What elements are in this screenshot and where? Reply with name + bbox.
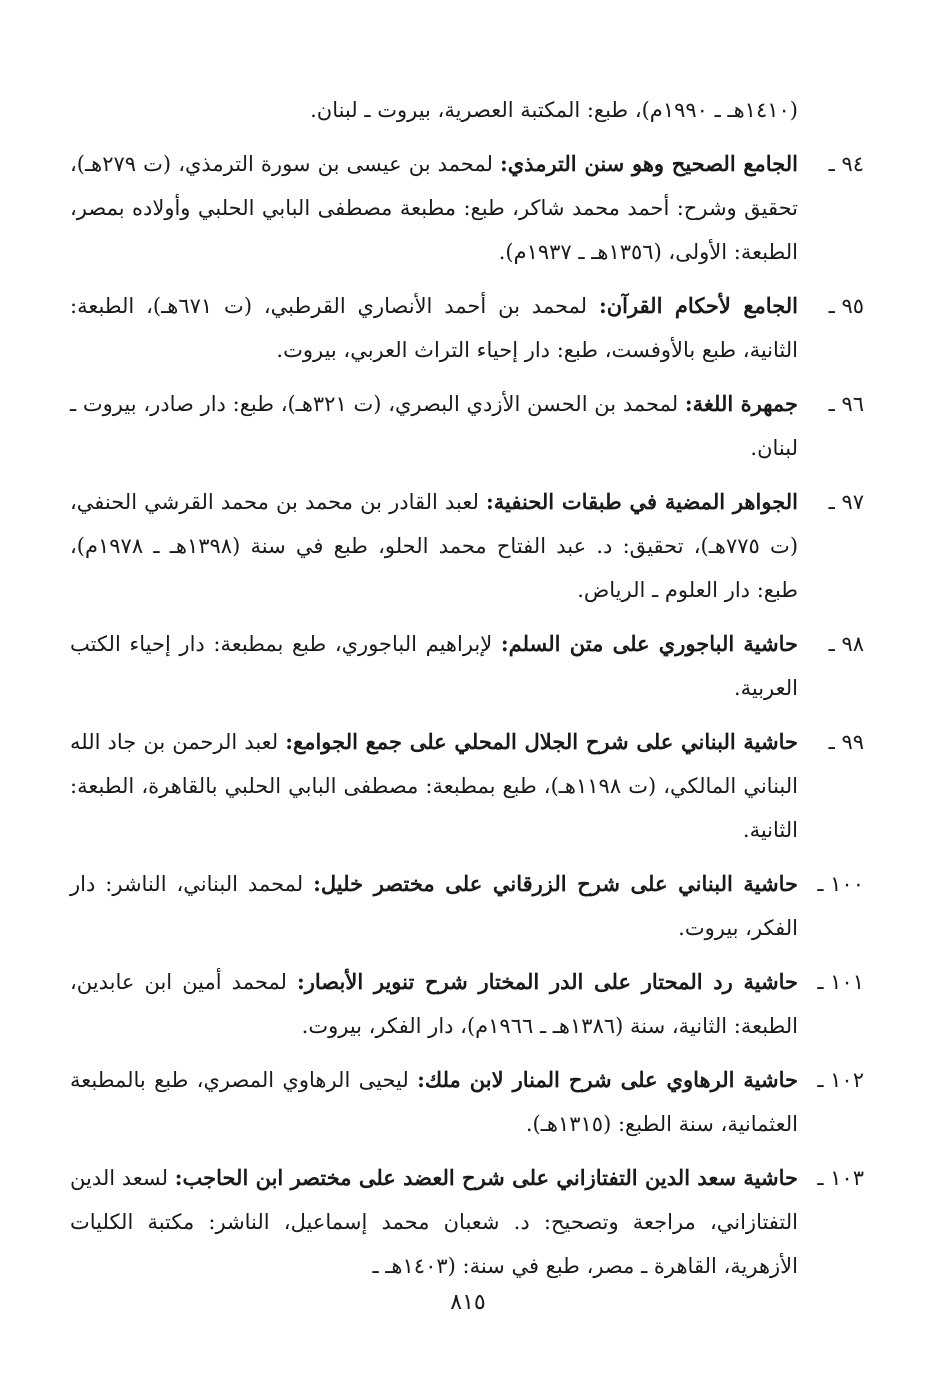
entry-text: ليحيى الرهاوي المصري، طبع بالمطبعة العثمانية، سنة الطبع: (١٣١٥هـ). (70, 1068, 798, 1136)
entry-body (70, 284, 798, 372)
entry-title: حاشية الباجوري على متن السلم: (500, 631, 798, 656)
entry-body (70, 1156, 798, 1288)
entry-text: لمحمد بن أحمد الأنصاري القرطبي، (ت ٦٧١هـ)، الطبعة: الثانية، طبع بالأوفست، طبع: دار إحياء التراث العربي، بيروت. (70, 294, 798, 362)
entry-number: ١٠١ ـ (817, 970, 864, 994)
entry-body (70, 142, 798, 274)
bibliography-entry-103 (70, 1156, 864, 1288)
entry-number: ١٠٠ ـ (817, 872, 864, 896)
entry-number: ١٠٢ ـ (817, 1068, 864, 1092)
bibliography-entry-96 (70, 382, 864, 470)
entry-number: ٩٦ ـ (828, 392, 864, 416)
entry-body (70, 862, 798, 950)
entry-text: لمحمد بن الحسن الأزدي البصري، (ت ٣٢١هـ)، طبع: دار صادر، بيروت ـ لبنان. (70, 392, 798, 460)
bibliography-page (70, 88, 864, 1298)
entry-title: حاشية الرهاوي على شرح المنار لابن ملك: (417, 1067, 798, 1092)
bibliography-entry-95 (70, 284, 864, 372)
entry-body (70, 480, 798, 612)
entry-body (70, 720, 798, 852)
entry-text: لعبد القادر بن محمد بن محمد القرشي الحنفي، (ت ٧٧٥هـ)، تحقيق: د. عبد الفتاح محمد الحلو، طبع في سنة (١٣٩٨هـ ـ ١٩٧٨م)، طبع: دار العلوم ـ الرياض. (70, 490, 799, 602)
entry-title: حاشية البناني على شرح الزرقاني على مختصر خليل: (313, 871, 798, 896)
page-number: ٨١٥ (450, 1290, 486, 1315)
entry-number: ٩٨ ـ (828, 632, 864, 656)
bibliography-entry-102 (70, 1058, 864, 1146)
entry-title: الجامع لأحكام القرآن: (598, 293, 798, 318)
entry-body (70, 622, 798, 710)
entry-title: حاشية سعد الدين التفتازاني على شرح العضد على مختصر ابن الحاجب: (174, 1165, 798, 1190)
continuation-line: (١٤١٠هـ ـ ١٩٩٠م)، طبع: المكتبة العصرية، بيروت ـ لبنان. (310, 98, 798, 122)
entry-text: لعبد الرحمن بن جاد الله البناني المالكي، (ت ١١٩٨هـ)، طبع بمطبعة: مصطفى البابي الحلبي بالقاهرة، الطبعة: الثانية. (70, 730, 798, 842)
entry-text: لمحمد أمين ابن عابدين، الطبعة: الثانية، سنة (١٣٨٦هـ ـ ١٩٦٦م)، دار الفكر، بيروت. (70, 970, 798, 1038)
entry-number: ٩٤ ـ (828, 152, 864, 176)
bibliography-entry-100 (70, 862, 864, 950)
entry-title: الجواهر المضية في طبقات الحنفية: (486, 489, 798, 514)
bibliography-entry-94 (70, 142, 864, 274)
entry-text: لسعد الدين التفتازاني، مراجعة وتصحيح: د. شعبان محمد إسماعيل، الناشر: مكتبة الكليات الأزهرية، القاهرة ـ مصر، طبع في سنة: (١٤٠٣هـ ـ (70, 1166, 798, 1278)
bibliography-entry-101 (70, 960, 864, 1048)
bibliography-entry-99 (70, 720, 864, 852)
entry-title: جمهرة اللغة: (684, 391, 798, 416)
entry-number: ٩٥ ـ (828, 294, 864, 318)
entry-text: لمحمد البناني، الناشر: دار الفكر، بيروت. (70, 872, 798, 940)
entry-body (70, 382, 798, 470)
entry-number: ٩٧ ـ (828, 490, 864, 514)
entry-number: ١٠٣ ـ (817, 1166, 864, 1190)
entry-text: لإبراهيم الباجوري، طبع بمطبعة: دار إحياء الكتب العربية. (70, 632, 798, 700)
entry-text: لمحمد بن عيسى بن سورة الترمذي، (ت ٢٧٩هـ)، تحقيق وشرح: أحمد محمد شاكر، طبع: مطبعة مصطفى البابي الحلبي وأولاده بمصر، الطبعة: الأولى، (١٣٥٦هـ ـ ١٩٣٧م). (70, 152, 798, 264)
bibliography-entry-97 (70, 480, 864, 612)
entry-body (70, 960, 798, 1048)
entry-number: ٩٩ ـ (828, 730, 864, 754)
entry-title: الجامع الصحيح وهو سنن الترمذي: (499, 151, 798, 176)
entry-title: حاشية البناني على شرح الجلال المحلي على جمع الجوامع: (285, 729, 798, 754)
bibliography-entry-98 (70, 622, 864, 710)
entry-title: حاشية رد المحتار على الدر المختار شرح تنوير الأبصار: (297, 969, 799, 994)
entry-body (70, 1058, 798, 1146)
